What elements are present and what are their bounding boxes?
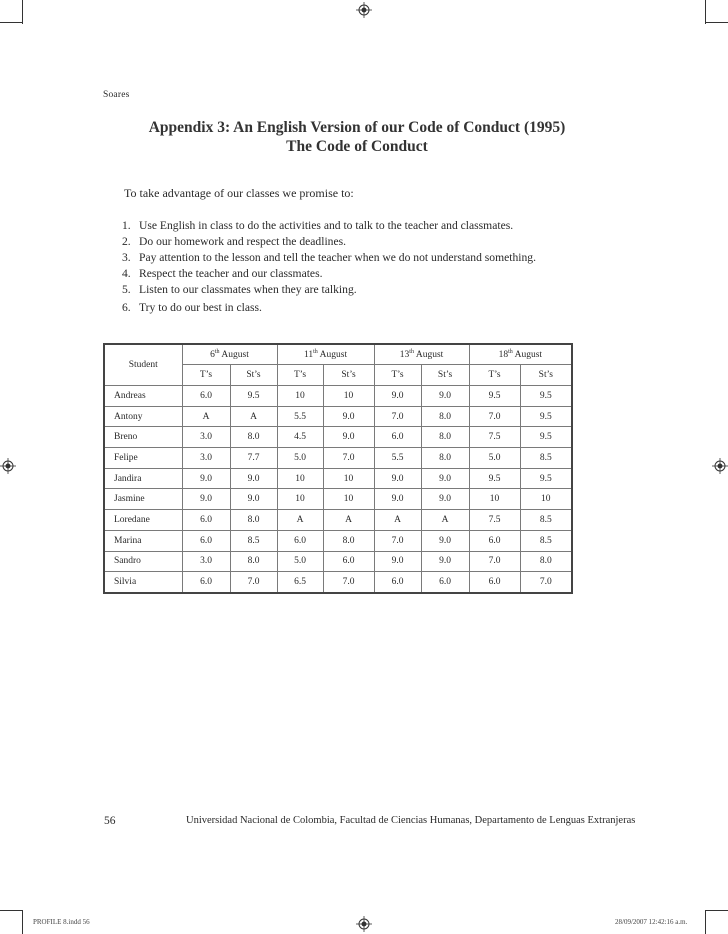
score-cell: 8.0 [520,551,572,572]
score-cell: 6.0 [182,572,230,593]
grades-table-body [104,386,572,593]
score-cell: A [323,510,374,531]
student-score-header: St’s [323,365,374,386]
score-cell: 6.0 [469,572,520,593]
score-cell: 9.0 [323,427,374,448]
score-cell: 3.0 [182,427,230,448]
student-name-cell: Loredane [104,510,182,531]
score-cell: 7.0 [469,406,520,427]
score-cell: 8.5 [520,448,572,469]
slug-filename: PROFILE 8.indd 56 [33,918,90,926]
score-cell: 5.5 [374,448,421,469]
teacher-score-header: T’s [374,365,421,386]
score-cell: 10 [323,386,374,407]
score-cell: 9.5 [230,386,277,407]
score-cell: 8.5 [520,510,572,531]
crop-mark [705,0,706,24]
student-name-cell: Sandro [104,551,182,572]
date-header: 11th August [277,344,374,365]
score-cell: 4.5 [277,427,323,448]
score-cell: 9.5 [469,468,520,489]
list-item: 6. Try to do our best in class. [122,301,262,314]
score-cell: 9.0 [323,406,374,427]
score-cell: 10 [277,386,323,407]
intro-text: To take advantage of our classes we promise to: [124,186,354,200]
crop-mark [705,910,706,934]
score-cell: 9.0 [421,530,469,551]
score-cell: 7.0 [469,551,520,572]
score-cell: 8.0 [230,551,277,572]
student-name-cell: Silvia [104,572,182,593]
score-cell: 6.0 [182,510,230,531]
score-cell: 7.0 [323,448,374,469]
running-head: Soares [103,90,130,100]
registration-mark-icon [356,916,372,932]
score-cell: 7.5 [469,510,520,531]
registration-mark-icon [712,458,728,474]
table-row [104,572,572,593]
score-cell: 7.7 [230,448,277,469]
list-item: 2. Do our homework and respect the deadlines. [122,235,347,248]
teacher-score-header: T’s [182,365,230,386]
table-row [104,510,572,531]
score-cell: 9.0 [421,551,469,572]
student-header: Student [104,344,182,386]
table-row [104,427,572,448]
score-cell: 9.0 [421,386,469,407]
table-row [104,448,572,469]
score-cell: A [374,510,421,531]
score-cell: 8.0 [421,427,469,448]
student-score-header: St’s [520,365,572,386]
score-cell: A [230,406,277,427]
score-cell: 10 [277,489,323,510]
appendix-title-line1: Appendix 3: An English Version of our Code of Conduct (1995) [148,119,566,136]
list-item: 5. Listen to our classmates when they are talking. [122,283,357,296]
score-cell: 6.0 [277,530,323,551]
table-row [104,406,572,427]
score-cell: 5.0 [277,448,323,469]
score-cell: 6.5 [277,572,323,593]
score-cell: 8.5 [520,530,572,551]
score-cell: 9.0 [374,468,421,489]
crop-mark [0,910,22,911]
table-row [104,530,572,551]
score-cell: 10 [323,468,374,489]
score-cell: 9.0 [182,489,230,510]
student-name-cell: Jandira [104,468,182,489]
crop-mark [22,0,23,24]
score-cell: 6.0 [421,572,469,593]
student-name-cell: Antony [104,406,182,427]
score-cell: 7.0 [374,406,421,427]
score-cell: 8.0 [323,530,374,551]
score-cell: 9.0 [230,468,277,489]
score-cell: 9.5 [520,427,572,448]
score-cell: 6.0 [182,386,230,407]
score-cell: 9.0 [374,551,421,572]
appendix-title [103,118,611,156]
crop-mark [706,22,728,23]
rules-list [122,218,536,316]
teacher-score-header: T’s [277,365,323,386]
student-name-cell: Andreas [104,386,182,407]
registration-mark-icon [356,2,372,18]
score-cell: 8.0 [230,427,277,448]
registration-mark-icon [0,458,16,474]
score-cell: 5.0 [469,448,520,469]
slug-timestamp: 28/09/2007 12:42:16 a.m. [615,918,688,926]
crop-mark [0,22,22,23]
table-row [104,551,572,572]
score-cell: 8.0 [230,510,277,531]
date-header: 18th August [469,344,572,365]
footer-publisher: Universidad Nacional de Colombia, Facultad de Ciencias Humanas, Departamento de Lenguas Extranjeras [186,815,636,826]
score-cell: 10 [469,489,520,510]
list-item: 1. Use English in class to do the activities and to talk to the teacher and classmates. [122,219,514,232]
score-cell: 9.5 [520,468,572,489]
score-cell: 6.0 [182,530,230,551]
score-cell: 9.0 [182,468,230,489]
crop-mark [22,910,23,934]
appendix-title-line2: The Code of Conduct [286,138,428,155]
score-cell: 10 [277,468,323,489]
score-cell: 7.0 [323,572,374,593]
score-cell: 9.0 [421,468,469,489]
student-name-cell: Jasmine [104,489,182,510]
score-cell: 10 [323,489,374,510]
date-header: 6th August [182,344,277,365]
score-cell: A [277,510,323,531]
score-cell: 9.5 [469,386,520,407]
score-cell: 7.0 [374,530,421,551]
score-cell: 9.5 [520,386,572,407]
score-cell: 9.0 [230,489,277,510]
score-cell: 9.5 [520,406,572,427]
table-row [104,386,572,407]
score-cell: 6.0 [374,427,421,448]
page-number: 56 [104,815,116,827]
score-cell: 3.0 [182,448,230,469]
grades-table [103,343,573,594]
score-cell: 5.5 [277,406,323,427]
score-cell: 6.0 [469,530,520,551]
score-cell: 7.0 [520,572,572,593]
score-cell: 3.0 [182,551,230,572]
table-row [104,468,572,489]
teacher-score-header: T’s [469,365,520,386]
score-cell: 7.0 [230,572,277,593]
score-cell: 9.0 [421,489,469,510]
student-name-cell: Marina [104,530,182,551]
score-cell: A [182,406,230,427]
student-score-header: St’s [421,365,469,386]
student-name-cell: Breno [104,427,182,448]
list-item: 4. Respect the teacher and our classmates. [122,267,323,280]
score-cell: 8.0 [421,448,469,469]
student-name-cell: Felipe [104,448,182,469]
crop-mark [706,910,728,911]
score-cell: 6.0 [374,572,421,593]
score-cell: 8.5 [230,530,277,551]
date-header: 13th August [374,344,469,365]
student-score-header: St’s [230,365,277,386]
score-cell: A [421,510,469,531]
table-row [104,489,572,510]
score-cell: 7.5 [469,427,520,448]
table-header-row [104,344,572,365]
list-item: 3. Pay attention to the lesson and tell the teacher when we do not understand something. [122,251,536,264]
score-cell: 9.0 [374,386,421,407]
score-cell: 6.0 [323,551,374,572]
score-cell: 9.0 [374,489,421,510]
score-cell: 5.0 [277,551,323,572]
score-cell: 8.0 [421,406,469,427]
score-cell: 10 [520,489,572,510]
